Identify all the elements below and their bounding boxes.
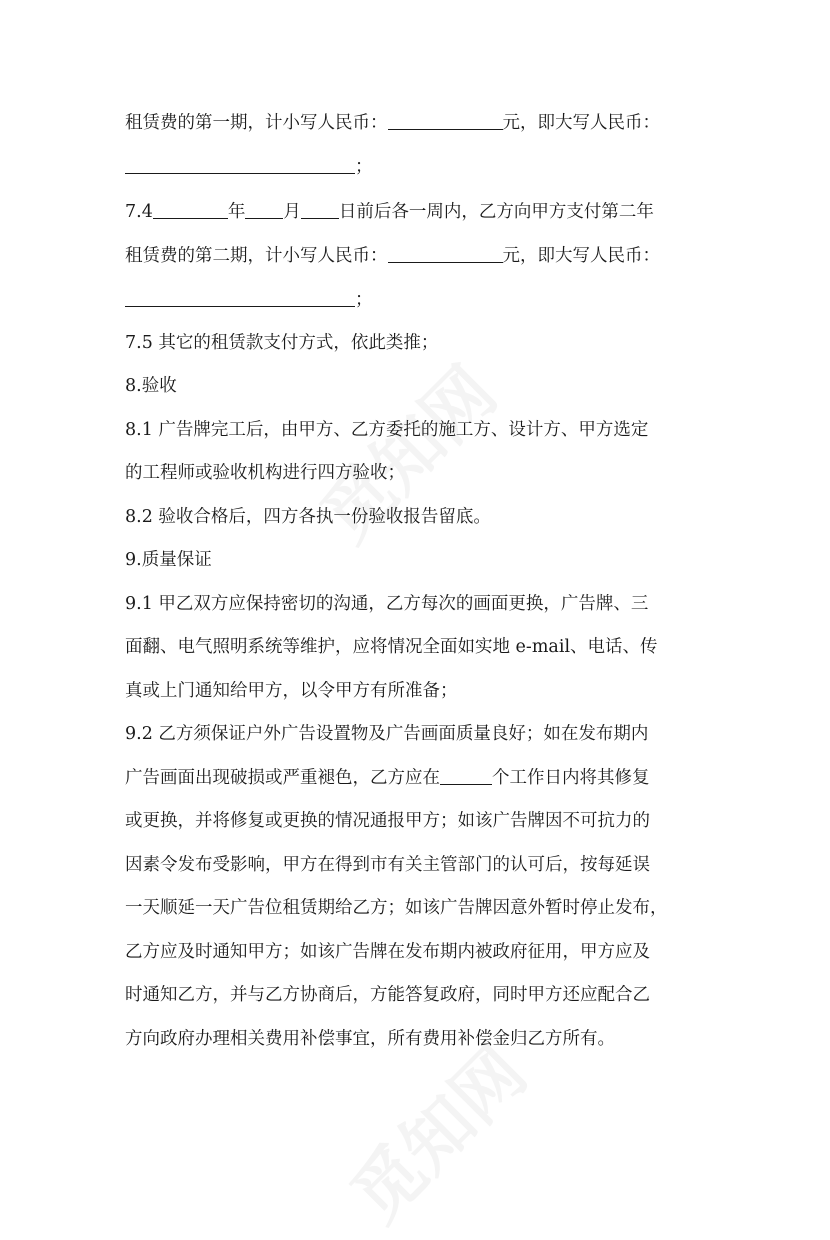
blank-field [440,764,492,785]
text-line: 8.1 广告牌完工后，由甲方、乙方委托的施工方、设计方、甲方选定 [125,420,649,440]
text-line: 时通知乙方，并与乙方协商后，方能答复政府，同时甲方还应配合乙 [125,985,650,1005]
text-segment: 租赁费的第二期，计小写人民币： [125,246,388,266]
text-line [125,191,715,233]
blank-field [301,198,339,219]
text-segment: 个工作日内将其修复 [492,768,650,788]
blank-field [125,286,355,307]
text-line: 一天顺延一天广告位租赁期给乙方；如该广告牌因意外暂时停止发布， [125,898,668,918]
text-segment: 元，即大写人民币： [502,246,660,266]
text-line [125,146,715,188]
text-segment: ； [355,157,373,177]
text-segment: 年 [227,202,246,222]
text-segment: 租赁费的第一期，计小写人民币： [125,113,388,133]
text-segment: 元，即大写人民币： [502,113,660,133]
text-line: 9.1 甲乙双方应保持密切的沟通，乙方每次的画面更换，广告牌、三 [125,594,649,614]
text-line: 7.5 其它的租赁款支付方式，依此类推； [125,333,439,353]
text-line: 方向政府办理相关费用补偿事宜，所有费用补偿金归乙方所有。 [125,1029,615,1049]
text-line [125,102,715,144]
text-line [125,235,715,277]
blank-field [153,198,228,219]
text-line [125,757,715,799]
section-number: 7.4 [125,202,153,222]
text-line: 面翻、电气照明系统等维护，应将情况全面如实地 e-mail、电话、传 [125,637,658,657]
text-line: 或更换，并将修复或更换的情况通报甲方；如该广告牌因不可抗力的 [125,811,650,831]
text-line [125,279,715,321]
text-line: 因素令发布受影响，甲方在得到市有关主管部门的认可后，按每延误 [125,855,650,875]
text-line: 的工程师或验收机构进行四方验收； [125,463,405,483]
text-line: 9.2 乙方须保证户外广告设置物及广告画面质量良好；如在发布期内 [125,724,649,744]
text-line: 8.2 验收合格后，四方各执一份验收报告留底。 [125,507,491,527]
blank-field [125,153,355,174]
text-segment: ； [355,290,373,310]
text-line: 真或上门通知给甲方，以令甲方有所准备； [125,681,458,701]
blank-field [245,198,283,219]
blank-field [388,242,503,263]
section-heading: 8.验收 [125,376,177,396]
text-segment: 月 [283,202,301,222]
text-line: 乙方应及时通知甲方；如该广告牌在发布期内被政府征用，甲方应及 [125,942,650,962]
section-heading: 9.质量保证 [125,550,212,570]
text-segment: 广告画面出现破损或严重褪色，乙方应在 [125,768,440,788]
blank-field [388,109,503,130]
text-segment: 日前后各一周内，乙方向甲方支付第二年 [338,202,654,222]
